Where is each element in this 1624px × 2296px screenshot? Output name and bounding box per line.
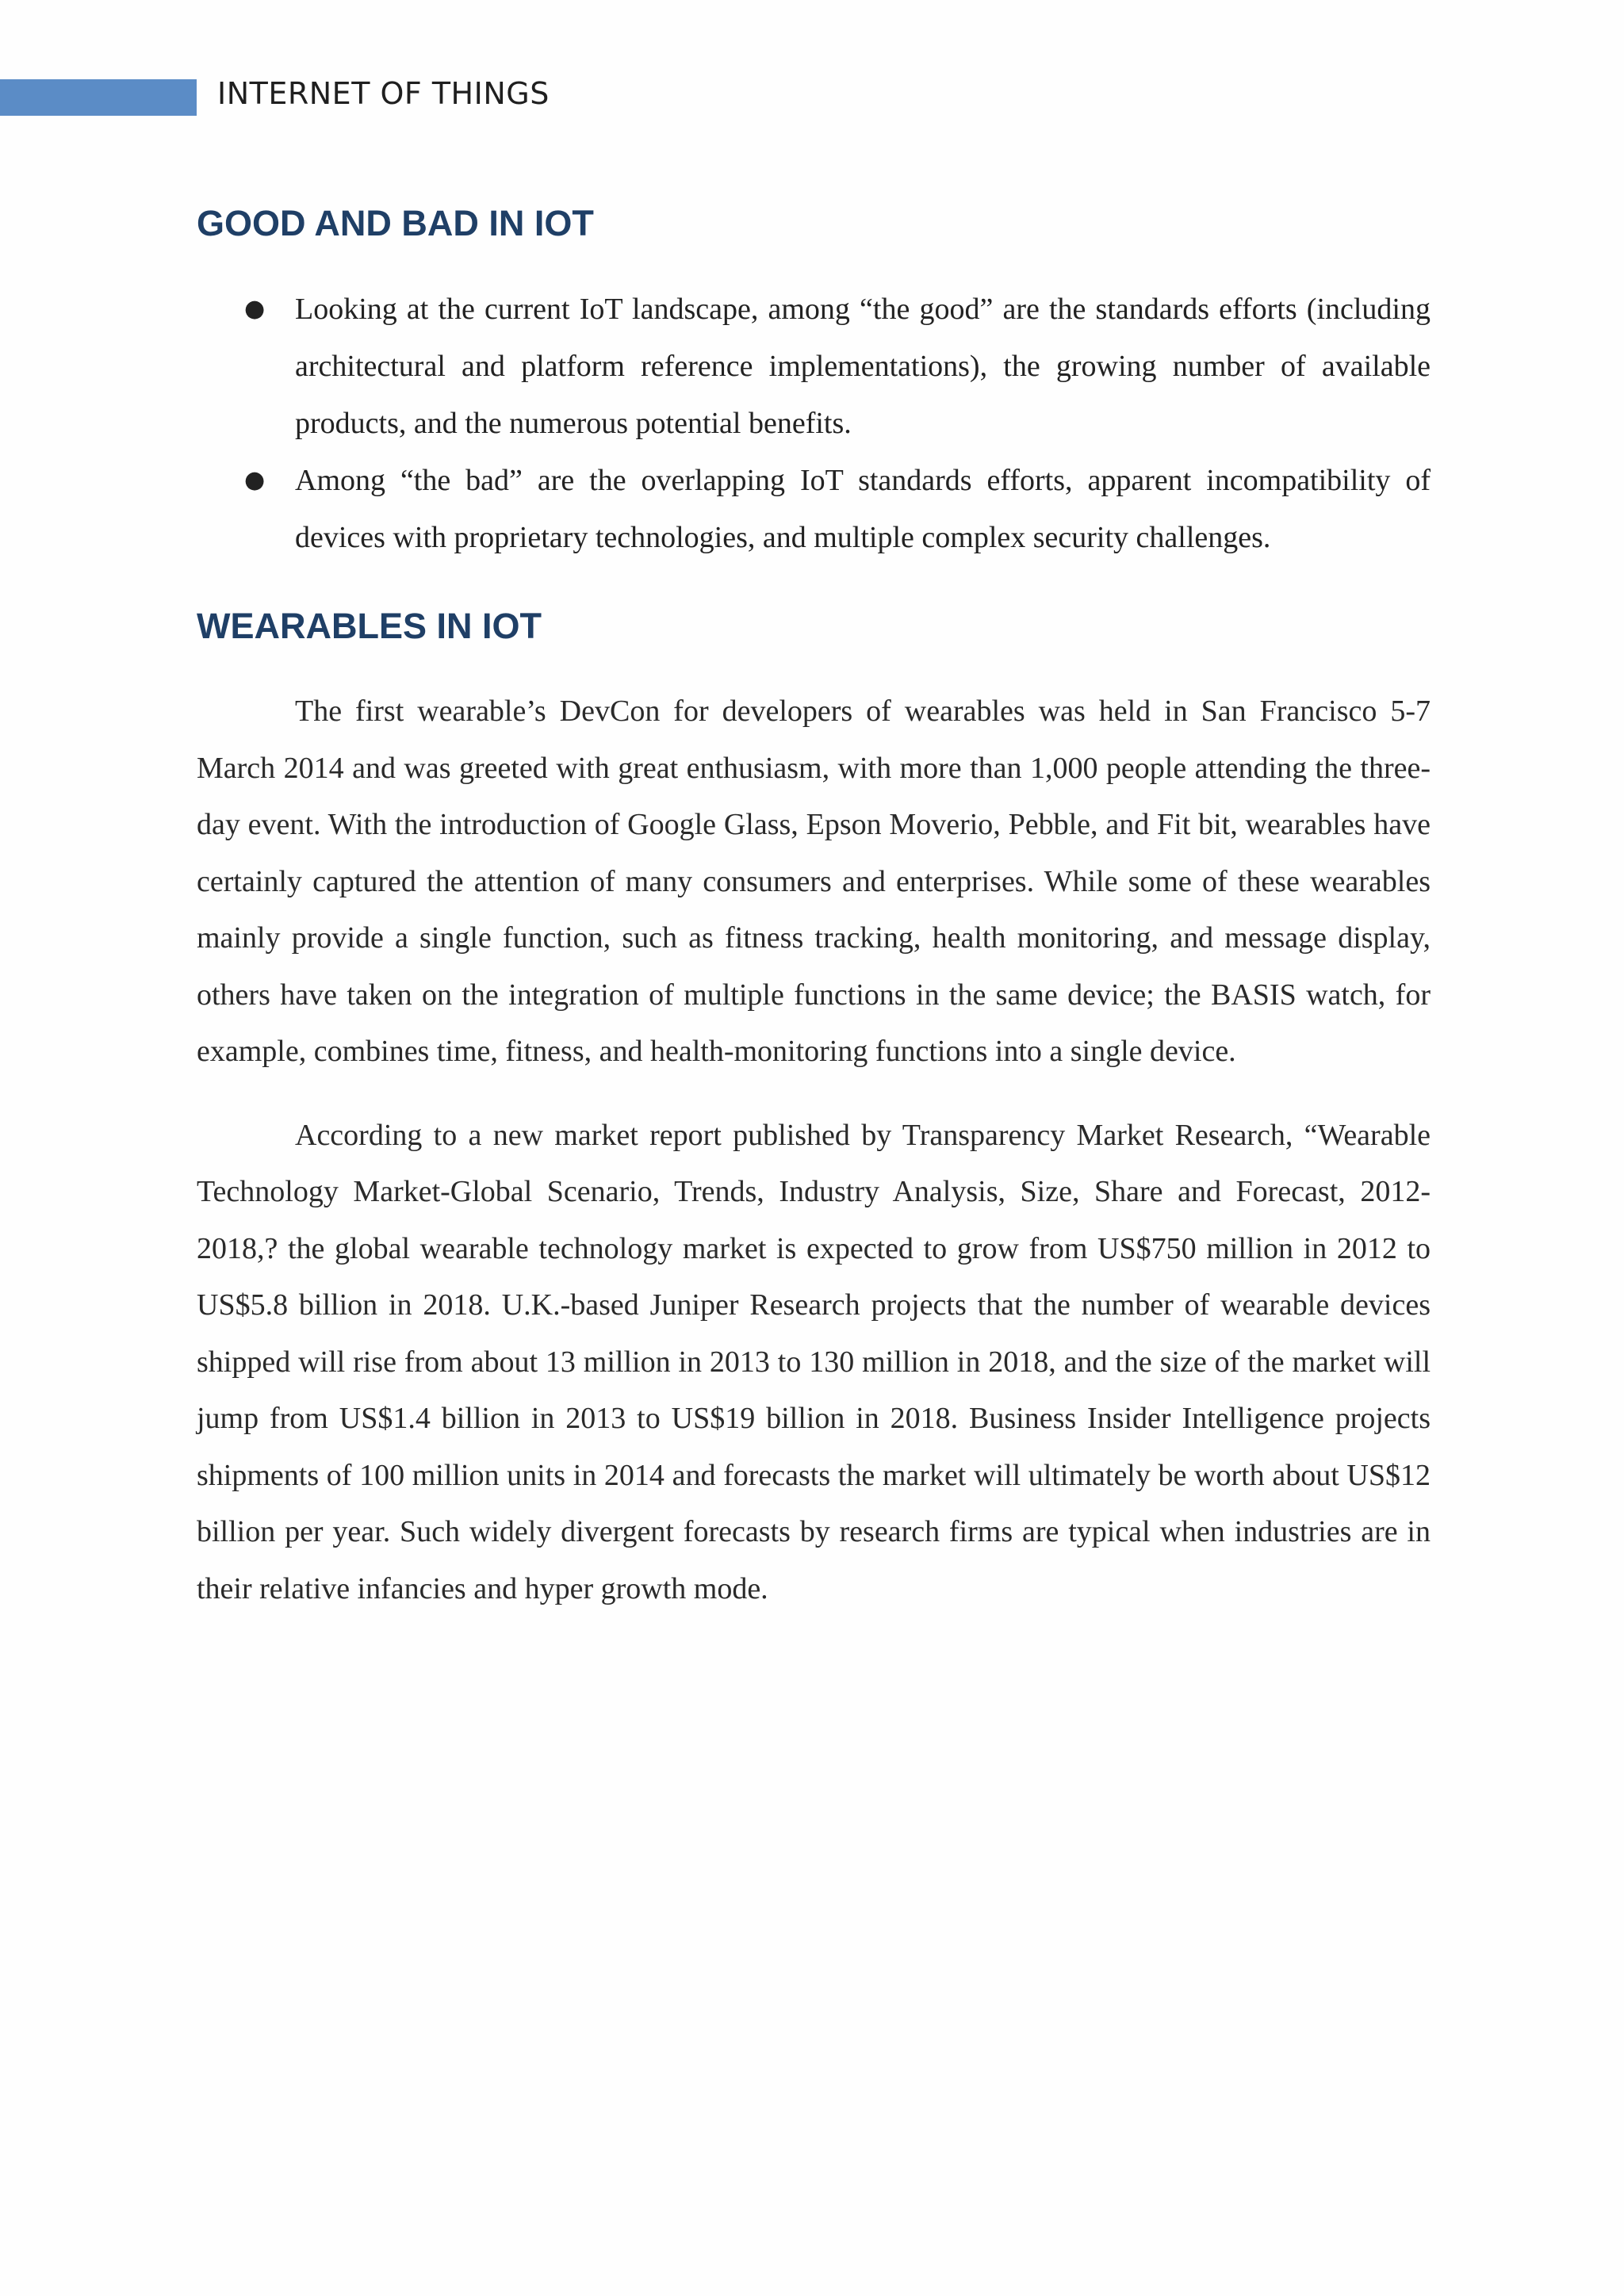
running-header-title: INTERNET OF THINGS bbox=[217, 76, 550, 111]
paragraph-market-report: According to a new market report published by Transparency Market Research, “Wearable Technology Market-Global Scenario, Trends, Industry Analysis, Size, Share and Forecast, 2012-2018,? the global wearable technology market is expected to grow from US$750 million in 2012 to US$5.8 billion in 2018. U.K.-based Juniper Research projects that the number of wearable devices shipped will rise from about 13 million in 2013 to 130 million in 2018, and the size of the market will jump from US$1.4 billion in 2013 to US$19 billion in 2018. Business Insider Intelligence projects shipments of 100 million units in 2014 and forecasts the market will ultimately be worth about US$12 billion per year. Such widely divergent forecasts by research firms are typical when industries are in their relative infancies and hyper growth mode. bbox=[197, 1118, 1431, 1605]
section-heading-good-and-bad: GOOD AND BAD IN IOT bbox=[197, 203, 594, 243]
bullet-icon: ● bbox=[244, 295, 266, 323]
bullet-icon: ● bbox=[244, 466, 266, 494]
bullet-item-bad bbox=[197, 452, 1431, 566]
page-content bbox=[197, 198, 1431, 1617]
paragraph-devcon: The first wearable’s DevCon for developers of wearables was held in San Francisco 5-7 March 2014 and was greeted with great enthusiasm, with more than 1,000 people attending the three-day event. With the introduction of Google Glass, Epson Moverio, Pebble, and Fit bit, wearables have certainly captured the attention of many consumers and enterprises. While some of these wearables mainly provide a single function, such as fitness tracking, health monitoring, and message display, others have taken on the integration of multiple functions in the same device; the BASIS watch, for example, combines time, fitness, and health-monitoring functions into a single device. bbox=[197, 695, 1431, 1068]
bullet-item-good bbox=[197, 281, 1431, 452]
section-heading-wearables: WEARABLES IN IOT bbox=[197, 606, 542, 646]
bullet-text: Looking at the current IoT landscape, among “the good” are the standards efforts (including architectural and platform reference implementations), the growing number of available products, and the numerous potential benefits. bbox=[295, 293, 1431, 440]
bullet-list bbox=[197, 281, 1431, 566]
header-accent-bar bbox=[0, 79, 197, 116]
bullet-text: Among “the bad” are the overlapping IoT standards efforts, apparent incompatibility of devices with proprietary technologies, and multiple complex security challenges. bbox=[295, 464, 1431, 554]
